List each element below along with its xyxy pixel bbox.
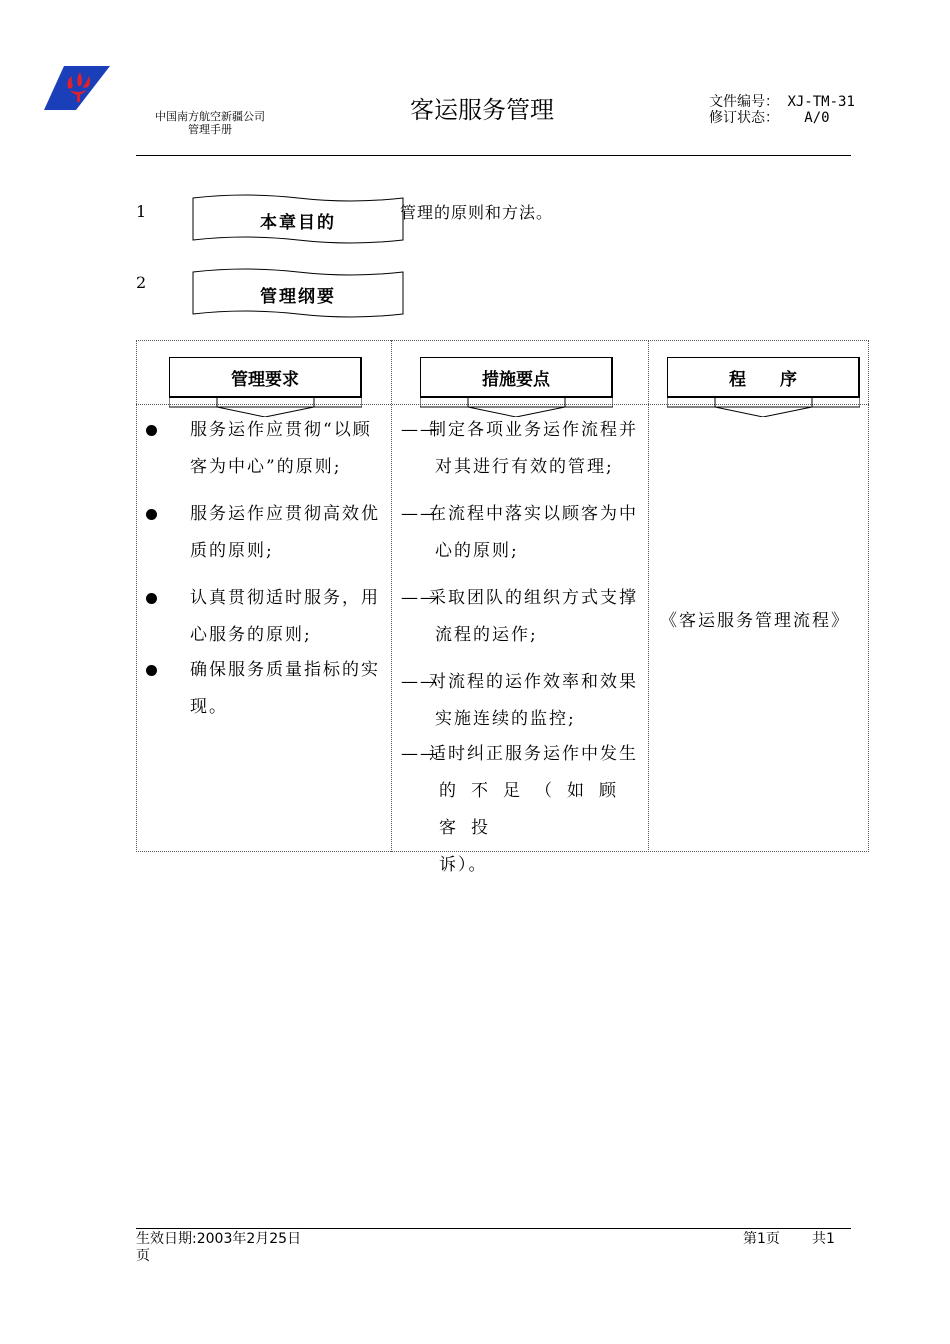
measure-line: 在流程中落实以顾客为中 bbox=[429, 504, 638, 524]
dash-marker: —— bbox=[401, 744, 439, 764]
section-2-banner bbox=[192, 268, 404, 320]
measure-line: 心的原则; bbox=[435, 541, 519, 561]
requirement-line: 确保服务质量指标的实 bbox=[190, 660, 380, 680]
list-item bbox=[401, 664, 641, 738]
doc-number-label: 文件编号： bbox=[709, 94, 779, 110]
list-item bbox=[146, 496, 386, 570]
section-1-text: 管理的原则和方法。 bbox=[400, 203, 554, 222]
effective-date-text: 生效日期:2003年2月25日 bbox=[136, 1231, 302, 1247]
doc-number-value: XJ-TM-31 bbox=[787, 94, 855, 110]
measure-line: 适时纠正服务运作中发生 bbox=[429, 744, 638, 764]
list-item bbox=[401, 412, 641, 486]
dash-marker: —— bbox=[401, 588, 439, 608]
procedure-reference: 《客运服务管理流程》 bbox=[660, 611, 850, 631]
header-divider bbox=[136, 155, 851, 156]
dash-marker: —— bbox=[401, 420, 439, 440]
header-measures: 措施要点 bbox=[420, 357, 613, 398]
header-procedure-arrow-icon bbox=[667, 397, 860, 417]
page-total: 共1 bbox=[812, 1231, 835, 1247]
footer-divider bbox=[136, 1228, 851, 1229]
requirement-line: 客为中心”的原则; bbox=[190, 457, 342, 477]
measure-line: 流程的运作; bbox=[435, 625, 538, 645]
revision-line bbox=[709, 110, 869, 126]
bullet-icon bbox=[146, 509, 157, 520]
requirement-line: 质的原则; bbox=[190, 541, 274, 561]
list-item bbox=[401, 736, 641, 875]
table-column-divider bbox=[648, 340, 649, 852]
effective-date bbox=[136, 1231, 301, 1265]
measure-line: 诉）。 bbox=[439, 855, 488, 875]
measures-list bbox=[401, 412, 641, 875]
requirement-line: 服务运作应贯彻“以顾 bbox=[190, 420, 372, 440]
measure-line: 对流程的运作效率和效果 bbox=[429, 672, 638, 692]
requirement-line: 服务运作应贯彻高效优 bbox=[190, 504, 380, 524]
company-name-text: 中国南方航空新疆公司 bbox=[155, 110, 265, 123]
measure-line: 的不足（如顾客投 bbox=[439, 781, 631, 838]
measure-line: 对其进行有效的管理; bbox=[435, 457, 614, 477]
requirement-line: 认真贯彻适时服务，用 bbox=[190, 588, 380, 608]
section-1-title: 本章目的 bbox=[260, 212, 336, 233]
list-item bbox=[401, 580, 641, 654]
page-number: 第1页 bbox=[743, 1231, 780, 1247]
header-requirements: 管理要求 bbox=[169, 357, 362, 398]
document-title: 客运服务管理 bbox=[410, 96, 554, 124]
manual-name-text: 管理手册 bbox=[188, 123, 232, 136]
table-column-divider bbox=[391, 340, 392, 852]
dash-marker: —— bbox=[401, 672, 439, 692]
document-meta bbox=[709, 94, 869, 126]
section-1-number: 1 bbox=[136, 202, 147, 221]
effective-date-wrap: 页 bbox=[136, 1248, 150, 1264]
list-item bbox=[401, 496, 641, 570]
section-2-number: 2 bbox=[136, 273, 147, 292]
revision-label: 修订状态： bbox=[709, 110, 779, 126]
list-item bbox=[146, 652, 386, 726]
requirements-list bbox=[146, 412, 386, 752]
measure-line: 实施连续的监控; bbox=[435, 709, 576, 729]
dash-marker: —— bbox=[401, 504, 439, 524]
requirement-line: 现。 bbox=[190, 697, 228, 717]
section-2-title: 管理纲要 bbox=[260, 286, 336, 307]
section-1-banner bbox=[192, 194, 404, 246]
bullet-icon bbox=[146, 593, 157, 604]
doc-number-line bbox=[709, 94, 869, 110]
bullet-icon bbox=[146, 425, 157, 436]
requirement-line: 心服务的原则; bbox=[190, 625, 312, 645]
kapok-flower-tail-logo-icon bbox=[42, 64, 112, 114]
header-procedure: 程 序 bbox=[667, 357, 860, 398]
measure-line: 制定各项业务运作流程并 bbox=[429, 420, 638, 440]
list-item bbox=[146, 580, 386, 654]
list-item bbox=[146, 412, 386, 486]
measure-line: 采取团队的组织方式支撑 bbox=[429, 588, 638, 608]
bullet-icon bbox=[146, 665, 157, 676]
company-name bbox=[140, 110, 280, 136]
revision-value: A/0 bbox=[804, 110, 830, 126]
